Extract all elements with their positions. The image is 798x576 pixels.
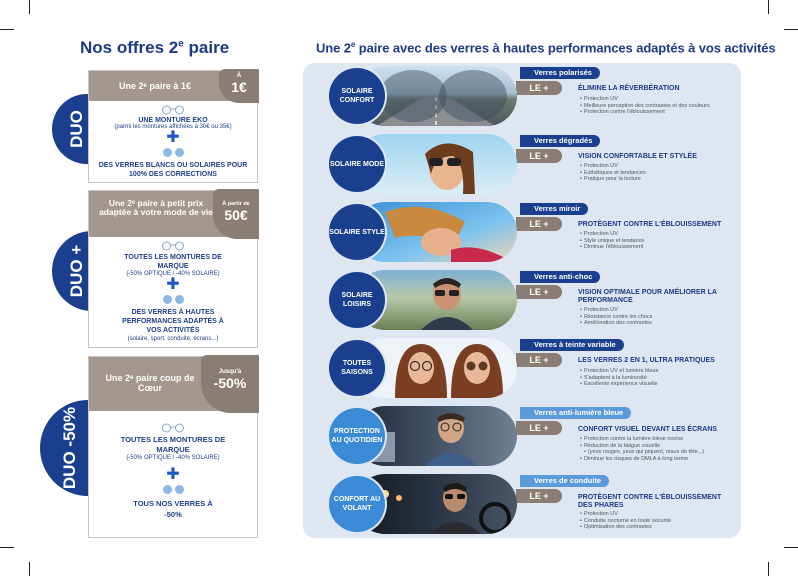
duo-label: DUO +	[67, 244, 86, 298]
activity-bullets: • Protection UV • Style unique et tendance • Diminue l'éblouissement	[580, 231, 740, 251]
duo-label: DUO	[67, 110, 86, 148]
category-badge: SOLAIRE MODE	[329, 136, 385, 192]
frame-note: (parmi les montures affichées à 30€ ou 35€)	[114, 124, 232, 130]
crop-mark	[768, 0, 769, 14]
glasses-icon	[160, 241, 186, 251]
page-title-left: Nos offres 2e paire	[80, 38, 230, 57]
lens-text: DES VERRES À HAUTES PERFORMANCES ADAPTÉS À VOS ACTIVITÉS	[122, 309, 224, 334]
lens-type-tag: Verres miroir	[520, 203, 588, 215]
crop-mark	[784, 29, 798, 30]
activity-headline: PROTÈGENT CONTRE L'ÉBLOUISSEMENT DES PHARES	[578, 494, 722, 509]
lens-type-tag: Verres à teinte variable	[520, 339, 624, 351]
offer-price-badge: À 1€	[219, 69, 259, 103]
le-plus-tag: LE +	[516, 353, 562, 367]
lens-type-tag: Verres anti-lumière bleue	[520, 407, 631, 419]
offer-header: Une 2ᵉ paire à petit prix adaptée à votre mode de vie	[89, 191, 257, 237]
category-badge: SOLAIRE CONFORT	[329, 68, 385, 124]
lenses-icon	[89, 148, 257, 157]
activity-headline: LES VERRES 2 EN 1, ULTRA PRATIQUES	[578, 357, 715, 364]
lenses-icon	[89, 485, 257, 494]
offer-body	[89, 237, 257, 342]
plus-icon: ✚	[166, 466, 180, 483]
activity-bullets: • Protection UV • Conduite nocturne en toute sécurité • Optimisation des contrastes	[580, 511, 740, 531]
le-plus-tag: LE +	[516, 421, 562, 435]
activity-bullets: • Protection UV et lumière bleue • S'adaptent à la luminosité • Excellente expérience visuelle	[580, 368, 740, 388]
crop-mark	[0, 547, 14, 548]
frame-title: TOUTES LES MONTURES DE MARQUE	[120, 435, 226, 454]
crop-mark	[0, 29, 14, 30]
offer-price-badge: Jusqu'à -50%	[201, 355, 259, 413]
crop-mark	[768, 562, 769, 576]
le-plus-tag: LE +	[516, 81, 562, 95]
crop-mark	[784, 547, 798, 548]
offer-card-duo-50	[88, 356, 258, 538]
frame-title: TOUTES LES MONTURES DE MARQUE	[124, 254, 222, 270]
category-badge: SOLAIRE STYLE	[329, 204, 385, 260]
offer-card-duo	[88, 70, 258, 183]
offer-card-duo-plus	[88, 190, 258, 348]
lens-type-tag: Verres de conduite	[520, 475, 609, 487]
lens-note: (solaire, sport, conduite, écrans...)	[127, 336, 219, 342]
crop-mark	[29, 0, 30, 14]
glasses-icon	[160, 105, 186, 115]
activity-headline: VISION OPTIMALE POUR AMÉLIORER LA PERFORMANCE	[578, 289, 717, 304]
lens-type-tag: Verres polarisés	[520, 67, 600, 79]
lens-text: TOUS NOS VERRES À -50%	[133, 499, 213, 519]
lens-type-tag: Verres dégradés	[520, 135, 600, 147]
offer-body	[89, 101, 257, 179]
le-plus-tag: LE +	[516, 285, 562, 299]
frame-title: UNE MONTURE EKO	[138, 117, 208, 124]
category-badge: PROTECTION AU QUOTIDIEN	[329, 408, 385, 464]
le-plus-tag: LE +	[516, 217, 562, 231]
lenses-icon	[89, 295, 257, 304]
activity-headline: VISION CONFORTABLE ET STYLÉE	[578, 153, 697, 160]
activity-bullets: • Protection UV • Meilleure perception des contrastes et des couleurs • Protection contre l'éblouissement	[580, 96, 740, 116]
duo-label: DUO -50%	[60, 406, 79, 490]
lens-type-tag: Verres anti-choc	[520, 271, 600, 283]
crop-mark	[29, 562, 30, 576]
glasses-icon	[160, 423, 186, 433]
frame-note: (-50% OPTIQUE / -40% SOLAIRE)	[126, 455, 220, 461]
category-badge: CONFORT AU VOLANT	[329, 476, 385, 532]
activity-headline: PROTÈGENT CONTRE L'ÉBLOUISSEMENT	[578, 221, 722, 228]
offer-header: Une 2ᵉ paire coup de Cœur	[89, 357, 257, 411]
plus-icon: ✚	[166, 129, 180, 146]
offer-header: Une 2ᵉ paire à 1€	[89, 71, 257, 101]
lens-text: DES VERRES BLANCS OU SOLAIRES POUR 100% DES CORRECTIONS	[98, 162, 248, 178]
category-badge: TOUTES SAISONS	[329, 340, 385, 396]
offer-body	[89, 411, 257, 520]
offer-price-badge: À partir de 50€	[213, 189, 259, 239]
frame-note: (-50% OPTIQUE / -40% SOLAIRE)	[126, 271, 220, 277]
page-title-right: Une 2e paire avec des verres à hautes performances adaptés à vos activités	[316, 40, 776, 56]
le-plus-tag: LE +	[516, 149, 562, 163]
activity-headline: ÉLIMINE LA RÉVERBÉRATION	[578, 85, 680, 92]
activity-bullets: • Protection UV • Résistance contre les chocs • Amélioration des contrastes	[580, 307, 740, 327]
activity-headline: CONFORT VISUEL DEVANT LES ÉCRANS	[578, 426, 717, 433]
plus-icon: ✚	[166, 276, 180, 293]
le-plus-tag: LE +	[516, 489, 562, 503]
activity-bullets: • Protection contre la lumière bleue nocive • Réduction de la fatigue visuelle • (yeux rouges, yeux qui piquent, maux de tête...) • Diminue les risques de DMLA à long terme	[580, 436, 740, 462]
category-badge: SOLAIRE LOISIRS	[329, 272, 385, 328]
activity-bullets: • Protection UV • Esthétiques et tendances • Pratique pour la lecture	[580, 163, 740, 183]
